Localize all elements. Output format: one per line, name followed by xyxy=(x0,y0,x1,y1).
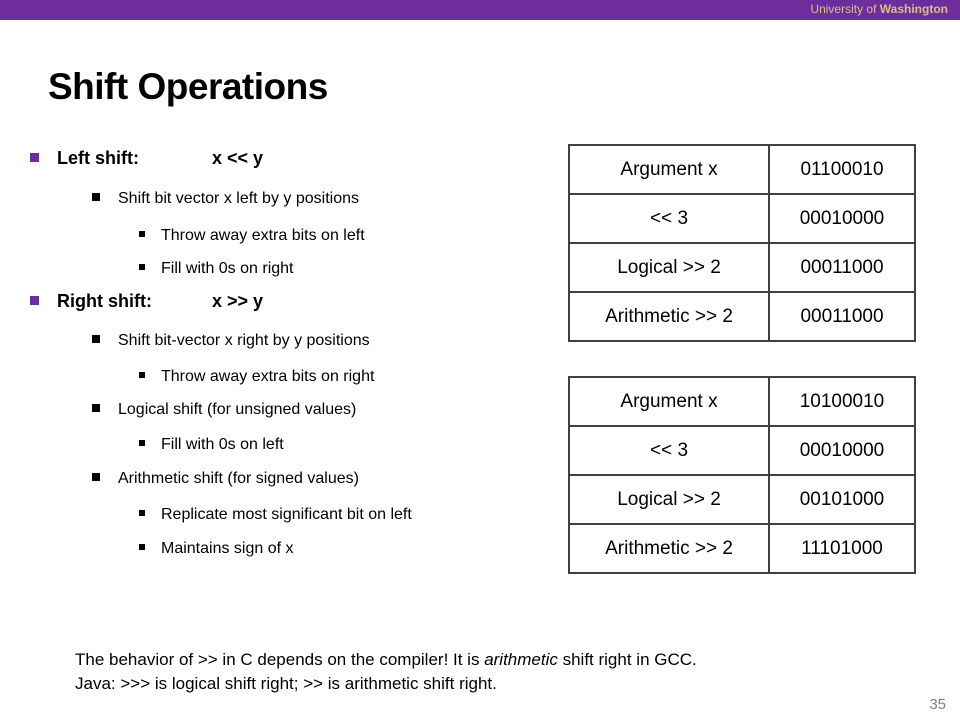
right-shift-desc: Shift bit-vector x right by y positions xyxy=(92,332,370,350)
table-cell-label: << 3 xyxy=(569,194,769,243)
footnote xyxy=(75,648,697,696)
table-cell-value: 01100010 xyxy=(769,145,915,194)
arithmetic-shift-item: Arithmetic shift (for signed values) xyxy=(92,470,359,488)
shift-table-positive xyxy=(568,144,916,342)
page-title: Shift Operations xyxy=(48,66,328,107)
right-shift-detail: Throw away extra bits on right xyxy=(139,368,374,386)
bullet-square-icon xyxy=(30,296,39,305)
arithmetic-shift-detail: Replicate most significant bit on left xyxy=(139,506,412,524)
table-cell-value: 00010000 xyxy=(769,194,915,243)
table-cell-label: Logical >> 2 xyxy=(569,475,769,524)
table-cell-value: 00011000 xyxy=(769,243,915,292)
table-cell-label: Arithmetic >> 2 xyxy=(569,292,769,341)
table-cell-value: 10100010 xyxy=(769,377,915,426)
left-shift-desc: Shift bit vector x left by y positions xyxy=(92,190,359,208)
bullet-square-icon xyxy=(139,264,145,270)
bullet-square-icon xyxy=(139,544,145,550)
table-row xyxy=(569,524,915,573)
table-cell-value: 00011000 xyxy=(769,292,915,341)
bullet-square-icon xyxy=(92,473,100,481)
table-row xyxy=(569,145,915,194)
bullet-square-icon xyxy=(92,335,100,343)
bullet-square-icon xyxy=(139,510,145,516)
bullet-square-icon xyxy=(139,372,145,378)
footnote-line-2: Java: >>> is logical shift right; >> is arithmetic shift right. xyxy=(75,674,497,693)
table-cell-value: 11101000 xyxy=(769,524,915,573)
left-shift-detail: Fill with 0s on right xyxy=(139,260,294,278)
left-shift-detail: Throw away extra bits on left xyxy=(139,227,365,245)
table-row xyxy=(569,377,915,426)
arithmetic-shift-detail: Maintains sign of x xyxy=(139,540,294,558)
bullet-square-icon xyxy=(139,231,145,237)
table-cell-label: Argument x xyxy=(569,377,769,426)
right-shift-item xyxy=(30,291,263,312)
logical-shift-detail: Fill with 0s on left xyxy=(139,436,284,454)
bullet-square-icon xyxy=(92,193,100,201)
table-cell-label: Arithmetic >> 2 xyxy=(569,524,769,573)
left-shift-label: Left shift: xyxy=(57,148,139,168)
table-row xyxy=(569,475,915,524)
table-cell-value: 00010000 xyxy=(769,426,915,475)
table-cell-label: << 3 xyxy=(569,426,769,475)
right-shift-expr: x >> y xyxy=(212,291,264,311)
left-shift-expr: x << y xyxy=(212,148,264,168)
table-row xyxy=(569,426,915,475)
header-bar xyxy=(0,0,960,20)
table-cell-label: Argument x xyxy=(569,145,769,194)
university-name: University of Washington xyxy=(810,2,948,16)
footnote-line-1: The behavior of >> in C depends on the compiler! It is arithmetic shift right in GCC. xyxy=(75,650,697,669)
left-shift-item xyxy=(30,148,263,169)
bullet-square-icon xyxy=(30,153,39,162)
page-number: 35 xyxy=(929,696,946,713)
table-cell-value: 00101000 xyxy=(769,475,915,524)
right-shift-label: Right shift: xyxy=(57,291,152,311)
bullet-square-icon xyxy=(92,404,100,412)
shift-table-negative xyxy=(568,376,916,574)
logical-shift-item: Logical shift (for unsigned values) xyxy=(92,401,356,419)
table-row xyxy=(569,292,915,341)
table-row xyxy=(569,194,915,243)
table-row xyxy=(569,243,915,292)
table-cell-label: Logical >> 2 xyxy=(569,243,769,292)
bullet-square-icon xyxy=(139,440,145,446)
